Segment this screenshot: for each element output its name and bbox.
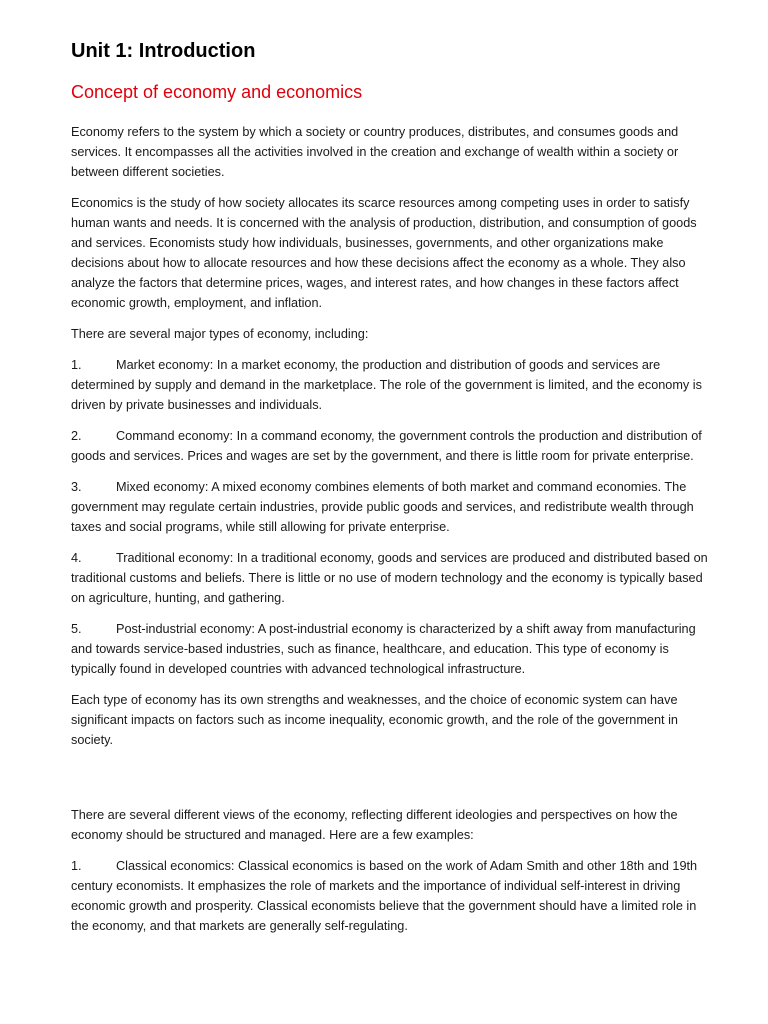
list-item-text: Market economy: In a market economy, the production and distribution of goods and services are determined by supply and demand in the marketplace. The role of the government is limited, and the economy is driven by private businesses and individuals. (71, 358, 702, 412)
list-item-text: Mixed economy: A mixed economy combines elements of both market and command economies. The government may regulate certain industries, provide public goods and services, and redistribute wealth through taxes and social programs, while still allowing for private enterprise. (71, 480, 694, 534)
list-item-traditional-economy (71, 548, 716, 608)
paragraph-views-intro: There are several different views of the economy, reflecting different ideologies and perspectives on how the economy should be structured and managed. Here are a few examples: (71, 808, 678, 842)
list-item-text: Traditional economy: In a traditional economy, goods and services are produced and distributed based on traditional customs and beliefs. There is little or no use of modern technology and the economy is typically based on agriculture, hunting, and gathering. (71, 551, 708, 605)
list-number: 1. (71, 859, 82, 873)
list-item-classical-economics (71, 856, 716, 936)
paragraph-types-summary: Each type of economy has its own strengths and weaknesses, and the choice of economic system can have significant impacts on factors such as income inequality, economic growth, and the role of the government in society. (71, 693, 678, 747)
list-item-post-industrial-economy (71, 619, 716, 679)
list-item-mixed-economy (71, 477, 716, 537)
list-number: 5. (71, 622, 82, 636)
list-number: 3. (71, 480, 82, 494)
paragraph-types-intro: There are several major types of economy, including: (71, 327, 369, 341)
list-item-text: Command economy: In a command economy, the government controls the production and distribution of goods and services. Prices and wages are set by the government, and there is little room for private enterprise. (71, 429, 702, 463)
list-number: 1. (71, 358, 82, 372)
list-number: 4. (71, 551, 82, 565)
section-heading: Concept of economy and economics (71, 82, 363, 102)
list-item-text: Post-industrial economy: A post-industrial economy is characterized by a shift away from manufacturing and towards service-based industries, such as finance, healthcare, and education. This type of economy is typically found in developed countries with advanced technological infrastructure. (71, 622, 696, 676)
list-item-market-economy (71, 355, 716, 415)
paragraph-economy-definition: Economy refers to the system by which a society or country produces, distributes, and consumes goods and services. It encompasses all the activities involved in the creation and exchange of wealth within a society or between different societies. (71, 125, 679, 179)
list-item-command-economy (71, 426, 716, 466)
list-number: 2. (71, 429, 82, 443)
list-item-text: Classical economics: Classical economics is based on the work of Adam Smith and other 18th and 19th century economists. It emphasizes the role of markets and the importance of individual self-interest in driving economic growth and prosperity. Classical economists believe that the government should have a limited role in the economy, and that markets are generally self-regulating. (71, 859, 698, 933)
document-body (71, 36, 716, 947)
blank-line (71, 761, 716, 805)
paragraph-economics-definition: Economics is the study of how society allocates its scarce resources among competing uses in order to satisfy human wants and needs. It is concerned with the analysis of production, distribution, and consumption of goods and services. Economists study how individuals, businesses, governments, and other organizations make decisions about how to allocate resources and how these decisions affect the economy as a whole. They also analyze the factors that determine prices, wages, and interest rates, and how changes in these factors affect economic growth, employment, and inflation. (71, 196, 697, 310)
unit-title: Unit 1: Introduction (71, 40, 256, 62)
